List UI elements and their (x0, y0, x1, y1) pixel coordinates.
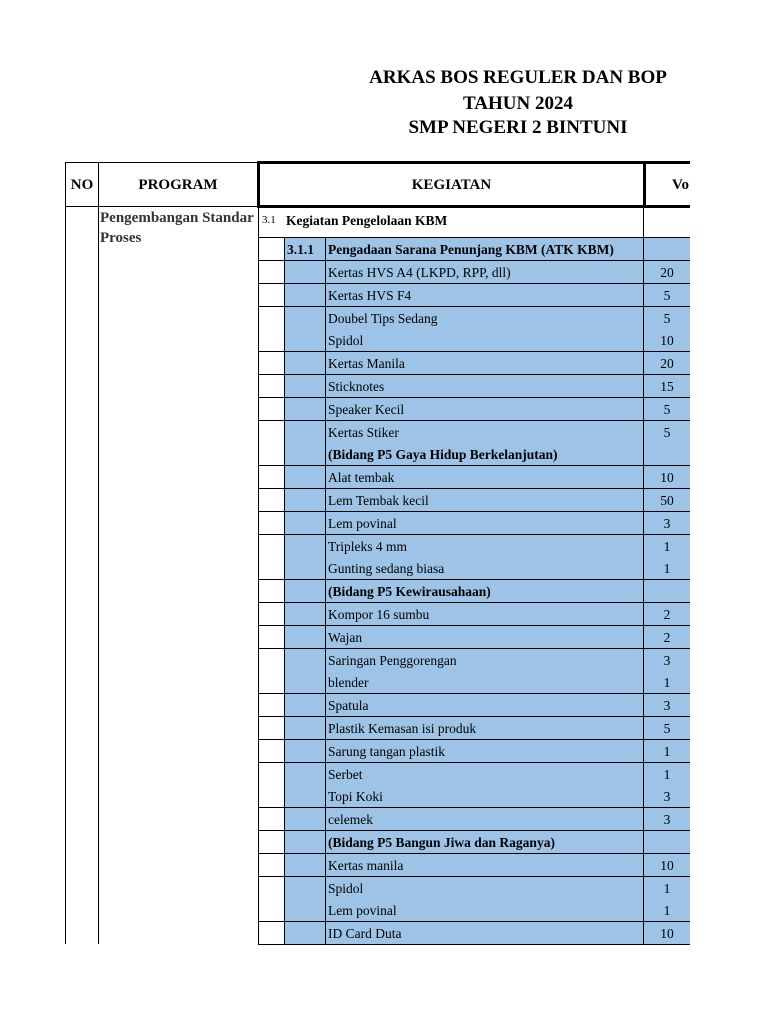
item-volume: 10 (660, 333, 674, 349)
item-row (258, 899, 690, 922)
item-row (258, 557, 690, 580)
item-name: Kertas Stiker (328, 424, 399, 440)
table-border (65, 162, 258, 163)
section-row (258, 580, 690, 603)
item-name: celemek (328, 812, 373, 828)
section-row (258, 831, 690, 854)
item-volume: 3 (663, 812, 671, 828)
header-no: NO (70, 177, 94, 193)
item-name: Kertas HVS A4 (LKPD, RPP, dll) (328, 265, 511, 280)
item-row (258, 854, 690, 877)
item-volume: 15 (660, 379, 674, 394)
item-volume: 2 (663, 629, 671, 645)
item-name: Spatula (328, 698, 369, 714)
item-name: Serbet (328, 766, 363, 782)
item-name: Plastik Kemasan isi produk (328, 721, 477, 736)
table-border (65, 162, 66, 944)
item-row (258, 808, 690, 831)
subkegiatan-row (258, 238, 690, 261)
item-name: Gunting sedang biasa (328, 561, 445, 577)
item-name: Sarung tangan plastik (328, 743, 445, 759)
section-title: (Bidang P5 Bangun Jiwa dan Raganya) (328, 835, 555, 850)
subkegiatan-name: Pengadaan Sarana Penunjang KBM (ATK KBM) (328, 242, 614, 257)
item-row (258, 603, 690, 626)
header-program: PROGRAM (138, 177, 218, 193)
program-name: Pengembangan Standar Proses (100, 210, 254, 246)
item-volume: 5 (663, 287, 671, 303)
subkegiatan-code: 3.1.1 (287, 242, 314, 257)
item-name: Alat tembak (328, 470, 395, 486)
item-volume: 5 (663, 310, 671, 326)
item-volume: 1 (663, 561, 671, 577)
item-row (258, 284, 690, 307)
item-name: Spidol (328, 880, 364, 896)
item-name: Lem Tembak kecil (328, 493, 429, 508)
item-volume: 5 (663, 721, 671, 736)
item-name: Lem povinal (328, 903, 397, 919)
item-name: Doubel Tips Sedang (328, 310, 438, 326)
item-volume: 1 (663, 675, 671, 691)
item-row (258, 329, 690, 352)
table-border (98, 162, 99, 944)
item-row (258, 307, 690, 330)
item-row (258, 375, 690, 398)
item-row (258, 626, 690, 649)
item-volume: 5 (663, 424, 671, 440)
item-row (258, 785, 690, 808)
item-volume: 1 (663, 766, 671, 782)
item-volume: 10 (660, 857, 674, 873)
item-row (258, 740, 690, 763)
item-row (258, 877, 690, 900)
item-name: Saringan Penggorengan (328, 652, 457, 668)
item-volume: 2 (663, 607, 671, 622)
title-line-2: TAHUN 2024 (463, 93, 573, 114)
item-row (258, 352, 690, 375)
item-volume: 20 (660, 356, 674, 372)
item-volume: 1 (663, 903, 671, 919)
item-volume: 20 (660, 265, 674, 280)
item-name: Kertas manila (328, 857, 404, 873)
item-volume: 3 (663, 789, 671, 805)
item-name: Kertas Manila (328, 356, 405, 372)
item-name: blender (328, 675, 369, 691)
section-title: (Bidang P5 Gaya Hidup Berkelanjutan) (328, 447, 558, 463)
item-volume: 3 (663, 698, 671, 714)
item-volume: 1 (663, 538, 671, 554)
item-row (258, 694, 690, 717)
item-name: Wajan (328, 629, 363, 645)
item-row (258, 649, 690, 672)
kegiatan-name: Kegiatan Pengelolaan KBM (286, 213, 448, 228)
item-name: Sticknotes (328, 379, 385, 394)
item-name: ID Card Duta (328, 926, 402, 942)
item-volume: 3 (663, 515, 671, 531)
item-name: Tripleks 4 mm (328, 538, 408, 554)
table-border (643, 161, 646, 208)
item-volume: 10 (660, 470, 674, 486)
item-row (258, 763, 690, 786)
item-volume: 10 (660, 926, 674, 942)
header-kegiatan: KEGIATAN (411, 177, 492, 193)
item-volume: 1 (663, 743, 671, 759)
item-volume: 5 (663, 401, 671, 417)
kegiatan-code: 3.1 (262, 214, 276, 226)
item-name: Speaker Kecil (328, 401, 405, 417)
item-name: Lem povinal (328, 515, 397, 531)
section-row (258, 443, 690, 466)
item-row (258, 922, 690, 945)
item-name: Topi Koki (328, 789, 383, 805)
table-border (258, 161, 690, 164)
item-row (258, 717, 690, 740)
title-line-3: SMP NEGERI 2 BINTUNI (408, 117, 628, 138)
item-row (258, 671, 690, 694)
item-row (258, 489, 690, 512)
item-row (258, 421, 690, 444)
item-volume: 1 (663, 880, 671, 896)
item-name: Spidol (328, 333, 364, 349)
item-row (258, 398, 690, 421)
kegiatan-row (258, 208, 690, 238)
title-line-1: ARKAS BOS REGULER DAN BOP (369, 67, 667, 88)
item-volume: 50 (660, 493, 674, 508)
section-title: (Bidang P5 Kewirausahaan) (328, 584, 491, 600)
item-row (258, 466, 690, 489)
item-volume: 3 (663, 652, 671, 668)
header-volume: Vo (672, 177, 689, 193)
table-border (65, 206, 258, 207)
item-row (258, 261, 690, 284)
item-name: Kertas HVS F4 (328, 287, 412, 303)
item-row (258, 512, 690, 535)
item-name: Kompor 16 sumbu (328, 607, 430, 622)
item-row (258, 535, 690, 558)
